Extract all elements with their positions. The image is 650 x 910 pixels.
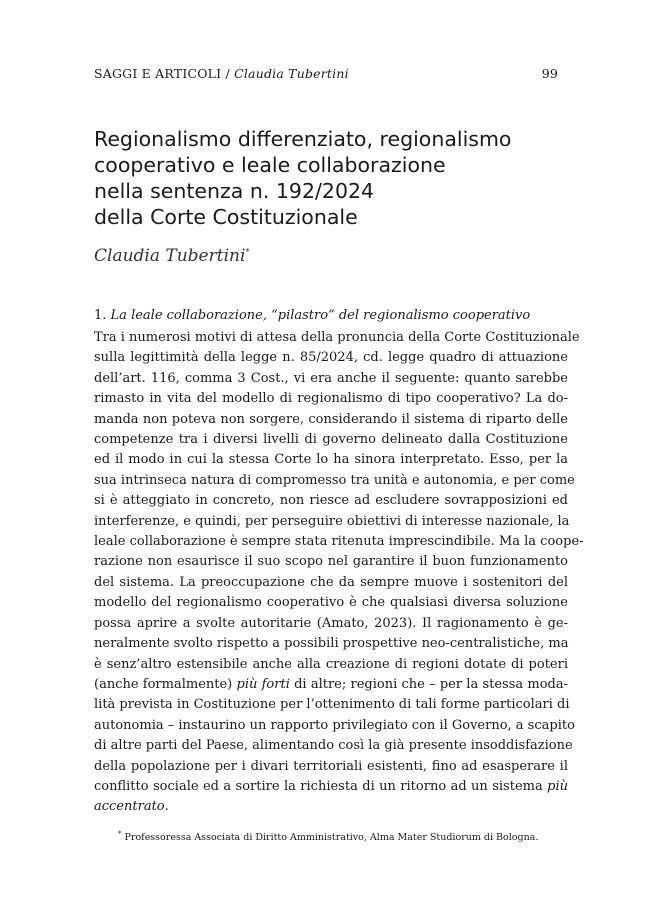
author-footnote-mark: * [245,247,250,257]
body-line: possa aprire a svolte autoritarie (Amato, 2023). Il ragionamento è ge- [94,615,568,631]
body-line: competenze tra i diversi livelli di governo delineato dalla Costituzione [94,432,568,448]
running-head [94,66,558,81]
body-line: autonomia – instaurino un rapporto privilegiato con il Governo, a scapito [94,717,575,733]
body-line: sua intrinseca natura di compromesso tra unità e autonomia, e per come [94,472,575,488]
section-title: La leale collaborazione, “pilastro” del regionalismo cooperativo [110,308,531,323]
title-line: cooperativo e leale collaborazione [94,153,446,177]
body-line: sulla legittimità della legge n. 85/2024, cd. legge quadro di attuazione [94,350,568,366]
running-head-author: Claudia Tubertini [234,66,349,81]
body-line: Tra i numerosi motivi di attesa della pronuncia della Corte Costituzionale [94,330,580,345]
footnote-mark: * [118,830,122,838]
running-head-section: SAGGI E ARTICOLI / [94,66,235,81]
body-text-run: . [164,799,169,815]
author-name: Claudia Tubertini [94,246,246,266]
title-line: Regionalismo differenziato, regionalismo [94,127,512,151]
body-line: si è atteggiato in concreto, non riesce ad escludere sovrapposizioni ed [94,493,568,509]
body-text-run: conflitto sociale ed a sortire la richiesta di un ritorno ad un sistema [94,778,548,794]
emphasis-text: più [547,778,568,794]
body-line: lità prevista in Costituzione per l’ottenimento di tali forme particolari di [94,697,570,713]
body-line: del sistema. La preoccupazione che da sempre muove i sostenitori del [94,574,568,590]
footnote-text: Professoressa Associata di Diritto Amministrativo, Alma Mater Studiorum di Bologna. [121,832,539,844]
article-title [94,126,574,230]
title-line: della Corte Costituzionale [94,205,358,229]
body-line: ed il modo in cui la stessa Corte lo ha sinora interpretato. Esso, per la [94,452,568,468]
body-line: manda non poteva non sorgere, considerando il sistema di riparto delle [94,411,568,427]
body-line: leale collaborazione è sempre stata ritenuta imprescindibile. Ma la coope- [94,534,584,550]
body-line: della popolazione per i divari territoriali esistenti, fino ad esasperare il [94,758,568,774]
body-line: razione non esaurisce il suo scopo nel garantire il buon funzionamento [94,554,568,570]
body-line: dell’art. 116, comma 3 Cost., vi era anche il seguente: quanto sarebbe [94,370,568,386]
section-number: 1. [94,308,107,323]
body-line [94,797,568,817]
body-line: interferenze, e quindi, per perseguire obiettivi di interesse nazionale, la [94,513,570,529]
section-heading [94,308,574,323]
page-number: 99 [541,66,558,81]
body-line: rimasto in vita del modello di regionalismo di tipo cooperativo? La do- [94,391,568,407]
body-text [94,328,584,818]
body-text-run: (anche formalmente) [94,676,237,692]
body-line [94,675,568,695]
body-line: neralmente svolto rispetto a possibili prospettive neo-centralistiche, ma [94,636,569,652]
body-line: è senz’altro estensibile anche alla creazione di regioni dotate di poteri [94,656,568,672]
body-text-run: di altre; regioni che – per la stessa moda- [289,676,569,692]
title-line: nella sentenza n. 192/2024 [94,179,375,203]
body-line: modello del regionalismo cooperativo è che qualsiasi diversa soluzione [94,595,568,611]
body-line: di altre parti del Paese, alimentando così la già presente insoddisfazione [94,738,573,754]
emphasis-text: più forti [236,676,290,692]
article-author [94,246,249,266]
body-line [94,777,568,797]
footnote [118,830,538,843]
emphasis-text: accentrato [94,799,165,815]
